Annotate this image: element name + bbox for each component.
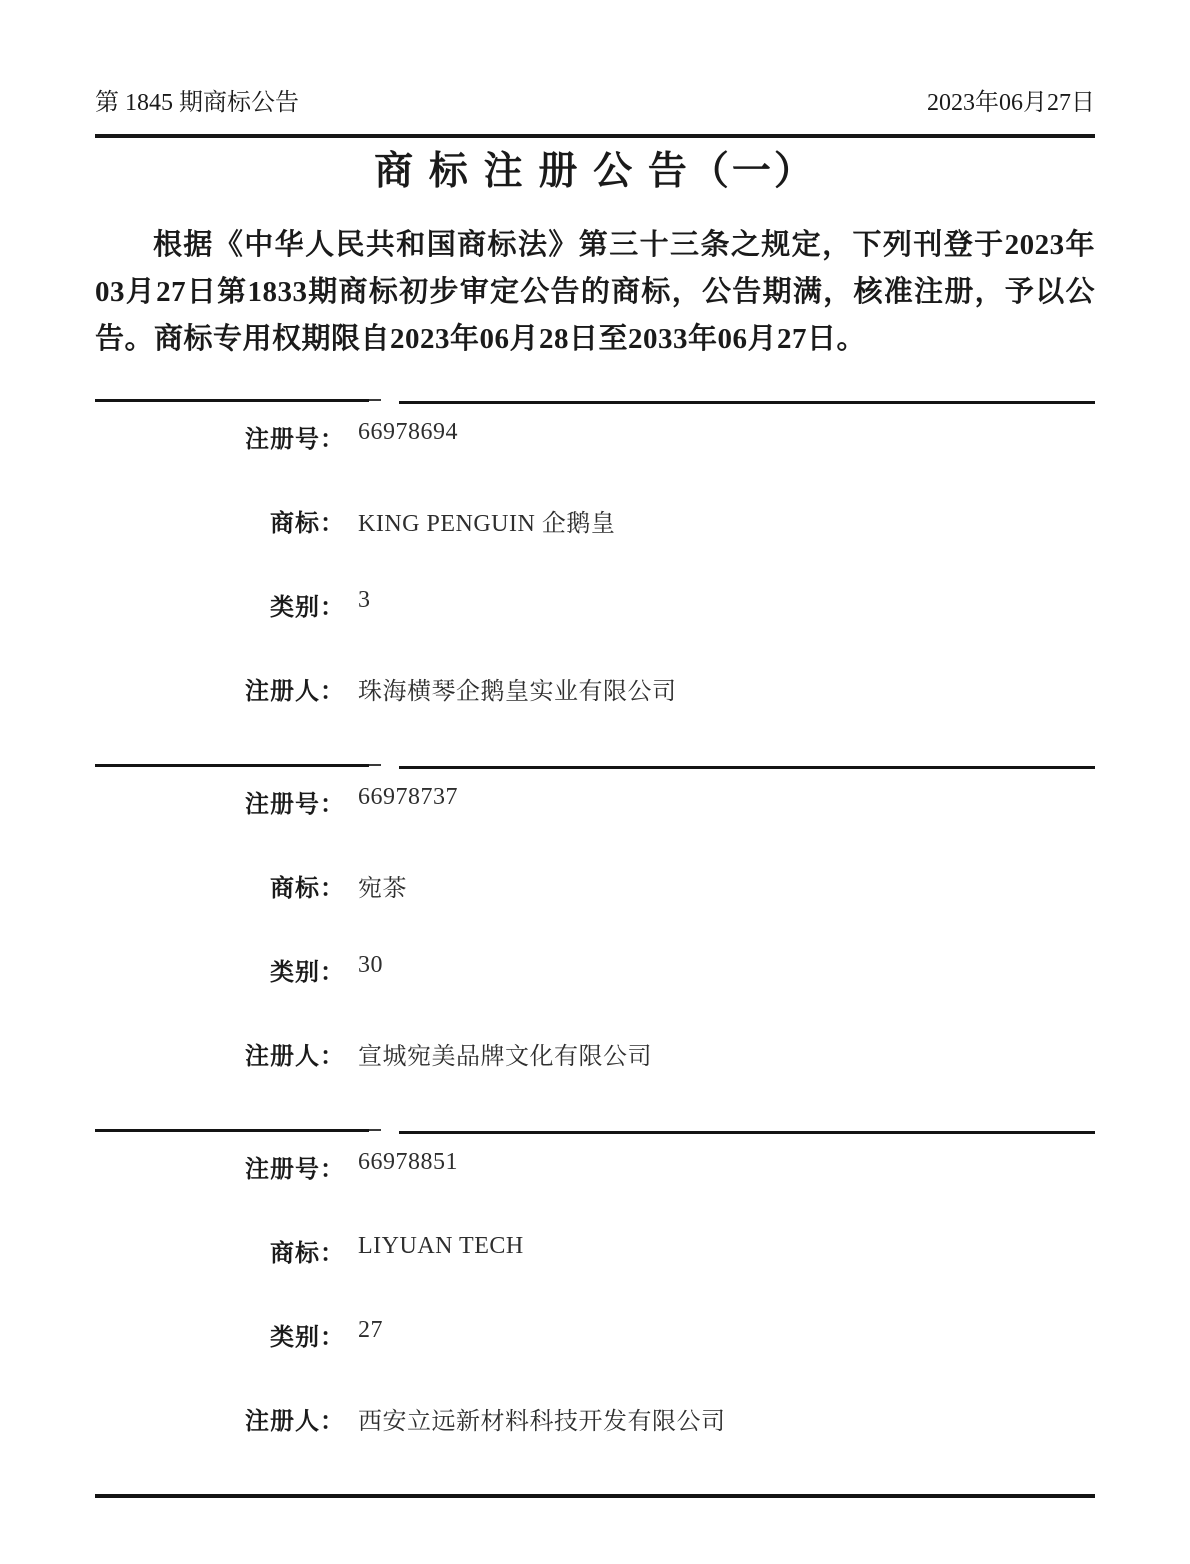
- field-label: 注册号：: [245, 791, 345, 819]
- field-row-trademark: [95, 868, 1095, 901]
- registrant-value: 西安立远新材料科技开发有限公司: [358, 1409, 726, 1436]
- class-value: 3: [358, 587, 371, 614]
- registrant-value: 宣城宛美品牌文化有限公司: [358, 1044, 652, 1071]
- field-label: 类别：: [270, 1324, 345, 1352]
- page-header: [95, 0, 1095, 118]
- trademark-value: KING PENGUIN 企鹅皇: [358, 511, 616, 538]
- class-value: 30: [358, 952, 383, 979]
- separator-segment: [369, 1129, 381, 1131]
- field-row-registration-number: [95, 419, 1095, 452]
- field-row-registration-number: [95, 1149, 1095, 1182]
- trademark-record: [95, 764, 1095, 1069]
- field-label: 商标：: [270, 875, 345, 903]
- field-row-trademark: [95, 503, 1095, 536]
- field-label: 注册号：: [245, 426, 345, 454]
- field-label: 商标：: [270, 1240, 345, 1268]
- header-rule: [95, 134, 1095, 138]
- class-value: 27: [358, 1317, 383, 1344]
- field-row-registrant: [95, 1401, 1095, 1434]
- field-label: 类别：: [270, 594, 345, 622]
- record-body: [95, 770, 1095, 1069]
- record-body: [95, 1135, 1095, 1434]
- field-label: 注册号：: [245, 1156, 345, 1184]
- field-row-registrant: [95, 1036, 1095, 1069]
- field-row-class: [95, 587, 1095, 620]
- field-label: 注册人：: [245, 678, 345, 706]
- registration-number-value: 66978694: [358, 419, 458, 446]
- bottom-rule: [95, 1494, 1095, 1498]
- record-body: [95, 405, 1095, 704]
- trademark-value: LIYUAN TECH: [358, 1233, 524, 1260]
- record-separator: [95, 399, 1095, 405]
- separator-segment: [95, 1129, 369, 1132]
- separator-segment: [399, 1131, 1095, 1134]
- issue-date: 2023年06月27日: [927, 90, 1095, 116]
- trademark-record: [95, 1129, 1095, 1434]
- registrant-value: 珠海横琴企鹅皇实业有限公司: [358, 679, 677, 706]
- field-label: 注册人：: [245, 1043, 345, 1071]
- field-row-class: [95, 952, 1095, 985]
- issue-number: 第 1845 期商标公告: [95, 90, 299, 116]
- records-list: [95, 399, 1095, 1498]
- registration-number-value: 66978851: [358, 1149, 458, 1176]
- intro-paragraph: 根据《中华人民共和国商标法》第三十三条之规定，下列刊登于2023年03月27日第1833期商标初步审定公告的商标，公告期满，核准注册，予以公告。商标专用权期限自2023年06月28日至2033年06月27日。: [95, 229, 1095, 356]
- separator-segment: [95, 764, 369, 767]
- trademark-value: 宛茶: [358, 876, 407, 903]
- field-row-registrant: [95, 671, 1095, 704]
- trademark-record: [95, 399, 1095, 704]
- separator-segment: [95, 399, 369, 402]
- record-separator: [95, 764, 1095, 770]
- field-row-trademark: [95, 1233, 1095, 1266]
- field-row-registration-number: [95, 784, 1095, 817]
- registration-number-value: 66978737: [358, 784, 458, 811]
- field-label: 注册人：: [245, 1408, 345, 1436]
- page-title: 商 标 注 册 公 告（一）: [374, 149, 816, 193]
- field-label: 类别：: [270, 959, 345, 987]
- field-label: 商标：: [270, 510, 345, 538]
- record-separator: [95, 1129, 1095, 1135]
- separator-segment: [399, 401, 1095, 404]
- field-row-class: [95, 1317, 1095, 1350]
- separator-segment: [369, 764, 381, 766]
- separator-segment: [399, 766, 1095, 769]
- separator-segment: [369, 399, 381, 401]
